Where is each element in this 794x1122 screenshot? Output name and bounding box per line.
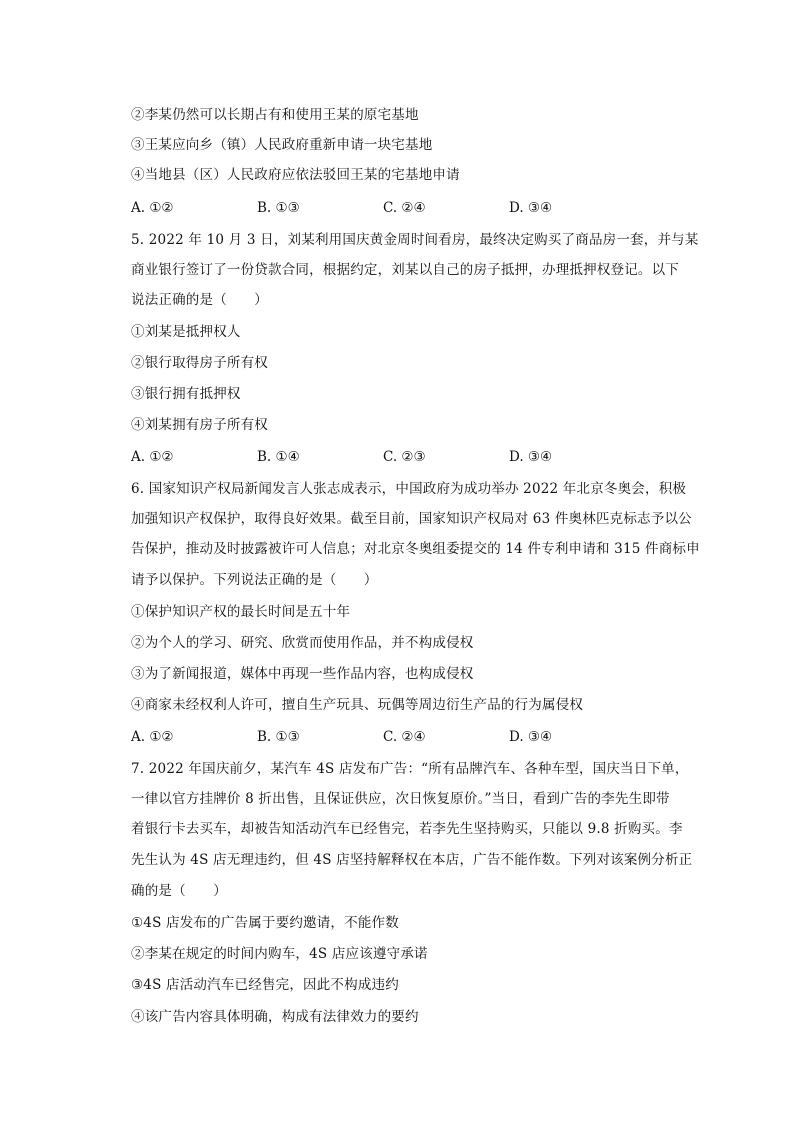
q5-answer-choices <box>131 448 651 466</box>
q5-choice-c[interactable]: C. ②③ <box>383 449 426 465</box>
q6-option-3: ③为了新闻报道，媒体中再现一些作品内容，也构成侵权 <box>131 666 474 682</box>
q6-choice-d[interactable]: D. ③④ <box>509 729 553 745</box>
q7-stem-line-2: 一律以官方挂牌价 8 折出售，且保证供应，次日恢复原价。”当日，看到广告的李先生即带 <box>131 791 670 807</box>
q4-option-4: ④当地县（区）人民政府应依法驳回王某的宅基地申请 <box>131 167 460 183</box>
q7-stem-line-5: 确的是（ ） <box>131 883 227 899</box>
q7-option-3: ③4S 店活动汽车已经售完，因此不构成违约 <box>131 977 399 993</box>
q7-option-2: ②李某在规定的时间内购车，4S 店应该遵守承诺 <box>131 946 428 962</box>
q4-answer-choices <box>131 199 651 217</box>
q6-stem-line-1: 6. 国家知识产权局新闻发言人张志成表示，中国政府为成功举办 2022 年北京冬奥会，积极 <box>131 481 687 497</box>
q6-choice-a[interactable]: A. ①② <box>131 729 174 745</box>
q6-choice-c[interactable]: C. ②④ <box>383 729 426 745</box>
q6-answer-choices <box>131 728 651 746</box>
q4-option-3: ③王某应向乡（镇）人民政府重新申请一块宅基地 <box>131 137 433 153</box>
q5-option-3: ③银行拥有抵押权 <box>131 386 241 402</box>
q5-choice-b[interactable]: B. ①④ <box>257 449 300 465</box>
q5-stem-line-3: 说法正确的是（ ） <box>131 292 268 308</box>
q4-choice-d[interactable]: D. ③④ <box>509 200 553 216</box>
q5-choice-a[interactable]: A. ①② <box>131 449 174 465</box>
q7-stem-line-4: 先生认为 4S 店无理违约，但 4S 店坚持解释权在本店，广告不能作数。下列对该案例分析正 <box>131 852 693 868</box>
q7-stem-line-1: 7. 2022 年国庆前夕，某汽车 4S 店发布广告：“所有品牌汽车、各种车型，国庆当日下单， <box>131 761 689 777</box>
q5-choice-d[interactable]: D. ③④ <box>509 449 553 465</box>
q7-option-4: ④该广告内容具体明确，构成有法律效力的要约 <box>131 1009 419 1025</box>
q4-choice-c[interactable]: C. ②④ <box>383 200 426 216</box>
q5-stem-line-1: 5. 2022 年 10 月 3 日，刘某利用国庆黄金周时间看房，最终决定购买了商品房一套，并与某 <box>131 232 699 248</box>
q6-option-4: ④商家未经权利人许可，擅自生产玩具、玩偶等周边衍生产品的行为属侵权 <box>131 697 584 713</box>
q7-stem-line-3: 着银行卡去买车，却被告知活动汽车已经售完，若李先生坚持购买，只能以 9.8 折购买。李 <box>131 821 683 837</box>
q5-option-4: ④刘某拥有房子所有权 <box>131 417 268 433</box>
q6-stem-line-2: 加强知识产权保护，取得良好效果。截至目前，国家知识产权局对 63 件奥林匹克标志予以公 <box>131 511 692 527</box>
q6-option-1: ①保护知识产权的最长时间是五十年 <box>131 604 351 620</box>
q6-stem-line-4: 请予以保护。下列说法正确的是（ ） <box>131 572 378 588</box>
q6-option-2: ②为个人的学习、研究、欣赏而使用作品，并不构成侵权 <box>131 635 474 651</box>
q6-choice-b[interactable]: B. ①③ <box>257 729 300 745</box>
q7-option-1: ①4S 店发布的广告属于要约邀请，不能作数 <box>131 915 399 931</box>
q4-choice-a[interactable]: A. ①② <box>131 200 174 216</box>
q5-option-2: ②银行取得房子所有权 <box>131 355 268 371</box>
q4-option-2: ②李某仍然可以长期占有和使用王某的原宅基地 <box>131 107 419 123</box>
q5-option-1: ①刘某是抵押权人 <box>131 324 241 340</box>
q6-stem-line-3: 告保护，推动及时披露被许可人信息；对北京冬奥组委提交的 14 件专利申请和 315 件商标申 <box>131 541 700 557</box>
q4-choice-b[interactable]: B. ①③ <box>257 200 300 216</box>
q5-stem-line-2: 商业银行签订了一份贷款合同，根据约定，刘某以自己的房子抵押，办理抵押权登记。以下 <box>131 262 679 278</box>
